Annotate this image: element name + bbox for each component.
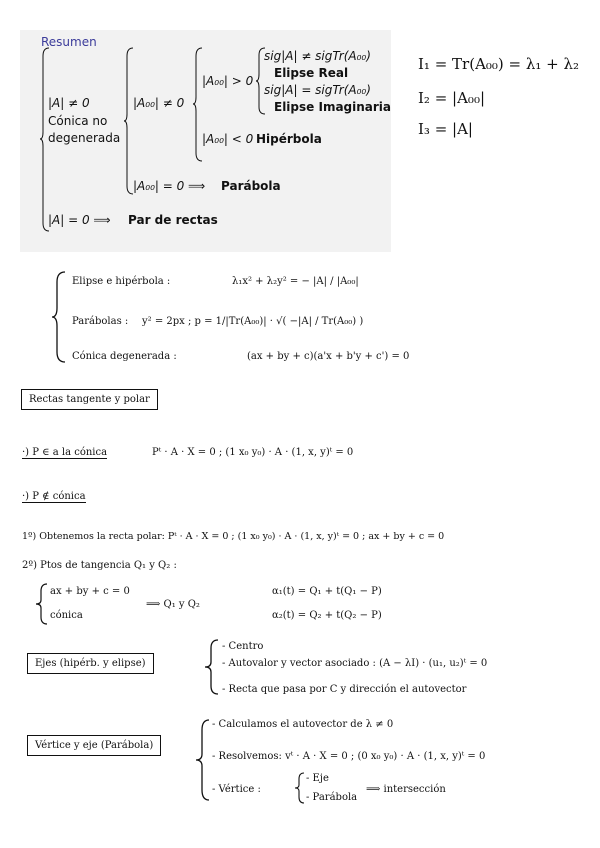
vertice-interseccion: ⟹ intersección <box>366 784 446 795</box>
ejes-recta: - Recta que pasa por C y dirección el autovector <box>222 684 467 695</box>
conica-no-label: Cónica no <box>48 114 108 128</box>
brace-vertice <box>196 720 210 800</box>
brace-equations <box>52 272 66 362</box>
elipse-imaginaria: Elipse Imaginaria <box>274 100 392 114</box>
elipse-hiperbola-label: Elipse e hipérbola : <box>72 276 171 287</box>
ejes-centro: - Centro <box>222 641 264 652</box>
degenerada-eq-label: Cónica degenerada : <box>72 351 177 362</box>
par-rectas: Par de rectas <box>128 213 218 227</box>
brace-system <box>36 584 48 624</box>
vertice-autovector: - Calculamos el autovector de λ ≠ 0 <box>212 719 394 730</box>
a00-nonzero: |A₀₀| ≠ 0 <box>133 96 185 110</box>
ejes-heading: Ejes (hipérb. y elipse) <box>27 653 154 674</box>
vertice-resolvemos: - Resolvemos: vᵗ · A · X = 0 ; (0 x₀ y₀) · A · (1, x, y)ᵗ = 0 <box>212 751 486 762</box>
a00-negative: |A₀₀| < 0 <box>202 132 254 146</box>
a00-positive: |A₀₀| > 0 <box>202 74 254 88</box>
tangent-line-2: α₂(t) = Q₂ + t(Q₂ − P) <box>272 610 382 621</box>
case-on-conic-label: ·) P ∈ a la cónica <box>22 447 108 458</box>
ejes-autovalor: - Autovalor y vector asociado : (A − λI) · (u₁, u₂)ᵗ = 0 <box>222 658 488 669</box>
vertice-eje: - Eje <box>306 773 329 784</box>
degenerada-label: degenerada <box>48 131 121 145</box>
sig-not-equal: sig|A| ≠ sigTr(A₀₀) <box>264 49 371 63</box>
tangent-line-1: α₁(t) = Q₁ + t(Q₁ − P) <box>272 586 382 597</box>
sig-equal: sig|A| = sigTr(A₀₀) <box>264 83 371 97</box>
step-polar: 1º) Obtenemos la recta polar: Pᵗ · A · X = 0 ; (1 x₀ y₀) · A · (1, x, y)ᵗ = 0 ; ax + by + c = 0 <box>22 531 445 542</box>
summary-title: Resumen <box>41 35 97 49</box>
step-tangency-points: 2º) Ptos de tangencia Q₁ y Q₂ : <box>22 560 177 571</box>
hiperbola: Hipérbola <box>256 132 322 146</box>
parabola-equation: y² = 2px ; p = 1/|Tr(A₀₀)| · √( −|A| / Tr(A₀₀) ) <box>142 316 364 327</box>
det-zero: |A| = 0 ⟹ <box>48 213 111 227</box>
tangency-result: ⟹ Q₁ y Q₂ <box>146 599 200 610</box>
case-off-conic-label: ·) P ∉ cónica <box>22 491 86 502</box>
parabola: Parábola <box>221 179 281 193</box>
vertice-heading: Vértice y eje (Parábola) <box>27 735 161 756</box>
brace-a00 <box>124 48 134 194</box>
degenerada-equation: (ax + by + c)(a'x + b'y + c') = 0 <box>247 351 410 362</box>
det-nonzero: |A| ≠ 0 <box>48 96 90 110</box>
system-conic: cónica <box>50 610 83 621</box>
brace-ejes <box>205 640 219 694</box>
invariant-i1: I₁ = Tr(A₀₀) = λ₁ + λ₂ <box>418 55 580 73</box>
case-on-conic-equation: Pᵗ · A · X = 0 ; (1 x₀ y₀) · A · (1, x, y)ᵗ = 0 <box>152 447 354 458</box>
vertice-parabola: - Parábola <box>306 792 358 803</box>
parabola-label: Parábolas : <box>72 316 129 327</box>
invariant-i3: I₃ = |A| <box>418 120 473 138</box>
a00-zero: |A₀₀| = 0 ⟹ <box>133 179 206 193</box>
vertice-label: - Vértice : <box>212 784 261 795</box>
elipse-real: Elipse Real <box>274 66 349 80</box>
elipse-hiperbola-equation: λ₁x² + λ₂y² = − |A| / |A₀₀| <box>232 276 359 287</box>
brace-vertice-sub <box>295 773 305 803</box>
rectas-tangente-heading: Rectas tangente y polar <box>21 389 158 410</box>
system-line: ax + by + c = 0 <box>50 586 130 597</box>
invariant-i2: I₂ = |A₀₀| <box>418 89 486 107</box>
